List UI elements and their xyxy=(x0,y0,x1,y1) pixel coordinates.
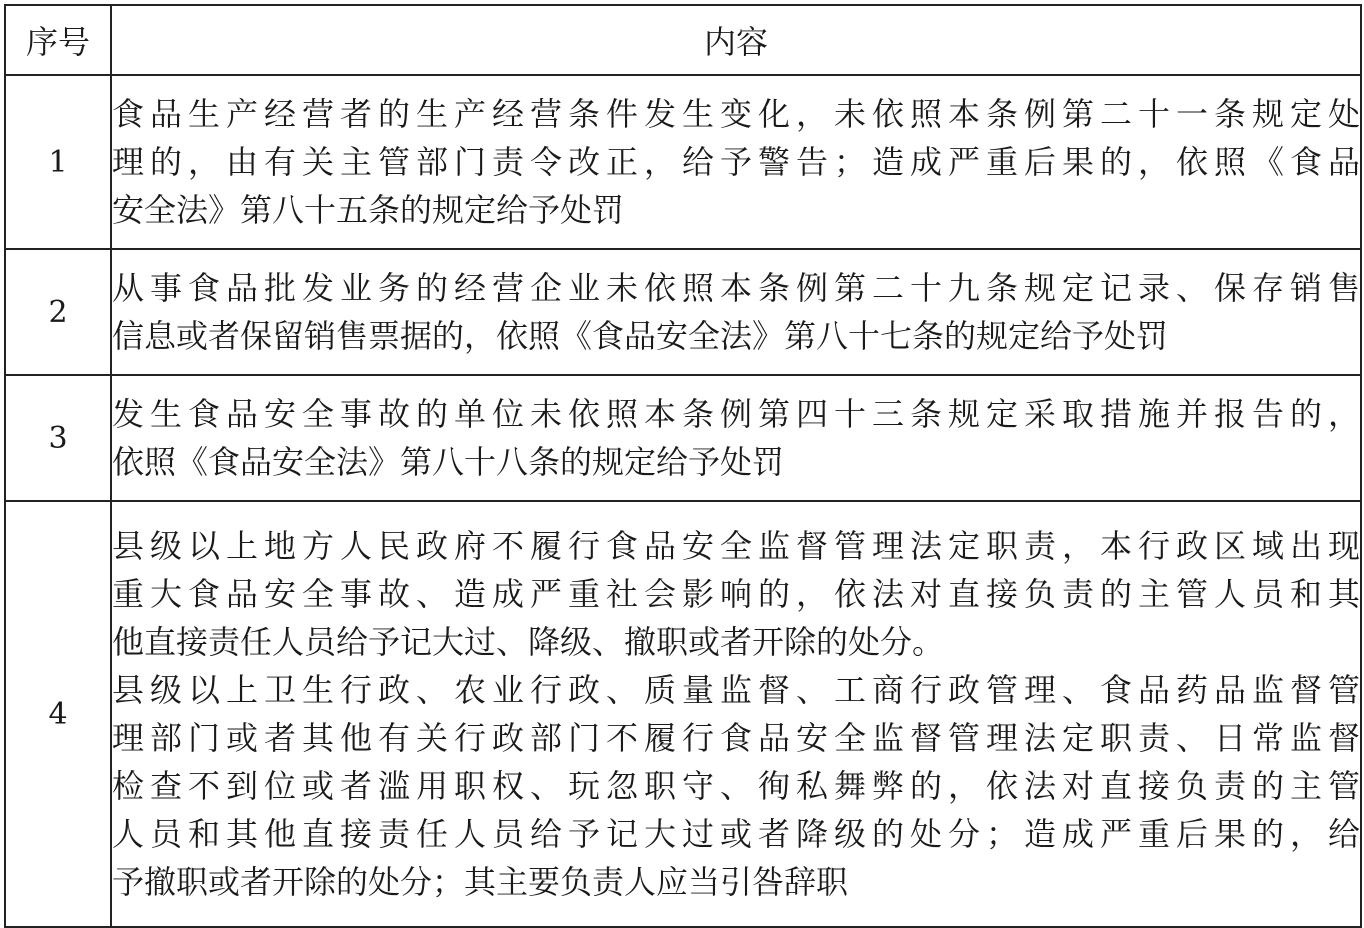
content-line: 检查不到位或者滥用职权、玩忽职守、徇私舞弊的，依法对直接负责的主管 xyxy=(112,767,1360,805)
column-header-num: 序号 xyxy=(5,5,111,75)
row-number: 2 xyxy=(5,249,111,375)
content-line: 食品生产经营者的生产经营条件发生变化，未依照本条例第二十一条规定处 xyxy=(112,95,1360,133)
penalty-table xyxy=(4,4,1362,928)
content-line: 依照《食品安全法》第八十八条的规定给予处罚 xyxy=(112,443,785,481)
content-line: 发生食品安全事故的单位未依照本条例第四十三条规定采取措施并报告的， xyxy=(112,395,1360,433)
row-content xyxy=(111,75,1361,249)
table-row xyxy=(5,249,1361,375)
content-line: 理的，由有关主管部门责令改正，给予警告；造成严重后果的，依照《食品 xyxy=(112,143,1360,181)
column-header-content: 内容 xyxy=(111,5,1361,75)
row-number: 4 xyxy=(5,501,111,927)
row-content xyxy=(111,249,1361,375)
table-header-row xyxy=(5,5,1361,75)
content-line: 予撤职或者开除的处分；其主要负责人应当引咎辞职 xyxy=(112,863,849,901)
row-content xyxy=(111,375,1361,501)
row-number: 1 xyxy=(5,75,111,249)
content-line: 县级以上卫生行政、农业行政、质量监督、工商行政管理、食品药品监督管 xyxy=(112,671,1360,709)
content-line: 从事食品批发业务的经营企业未依照本条例第二十九条规定记录、保存销售 xyxy=(112,269,1360,307)
content-line: 理部门或者其他有关行政部门不履行食品安全监督管理法定职责、日常监督 xyxy=(112,719,1360,757)
row-number: 3 xyxy=(5,375,111,501)
table-row xyxy=(5,375,1361,501)
content-line: 人员和其他直接责任人员给予记大过或者降级的处分；造成严重后果的，给 xyxy=(112,815,1360,853)
content-line: 县级以上地方人民政府不履行食品安全监督管理法定职责，本行政区域出现 xyxy=(112,527,1360,565)
content-line: 信息或者保留销售票据的，依照《食品安全法》第八十七条的规定给予处罚 xyxy=(112,317,1169,355)
table-row xyxy=(5,75,1361,249)
content-line: 他直接责任人员给予记大过、降级、撤职或者开除的处分。 xyxy=(112,623,945,661)
table-row xyxy=(5,501,1361,927)
content-line: 重大食品安全事故、造成严重社会影响的，依法对直接负责的主管人员和其 xyxy=(112,575,1360,613)
row-content xyxy=(111,501,1361,927)
content-line: 安全法》第八十五条的规定给予处罚 xyxy=(112,191,625,229)
